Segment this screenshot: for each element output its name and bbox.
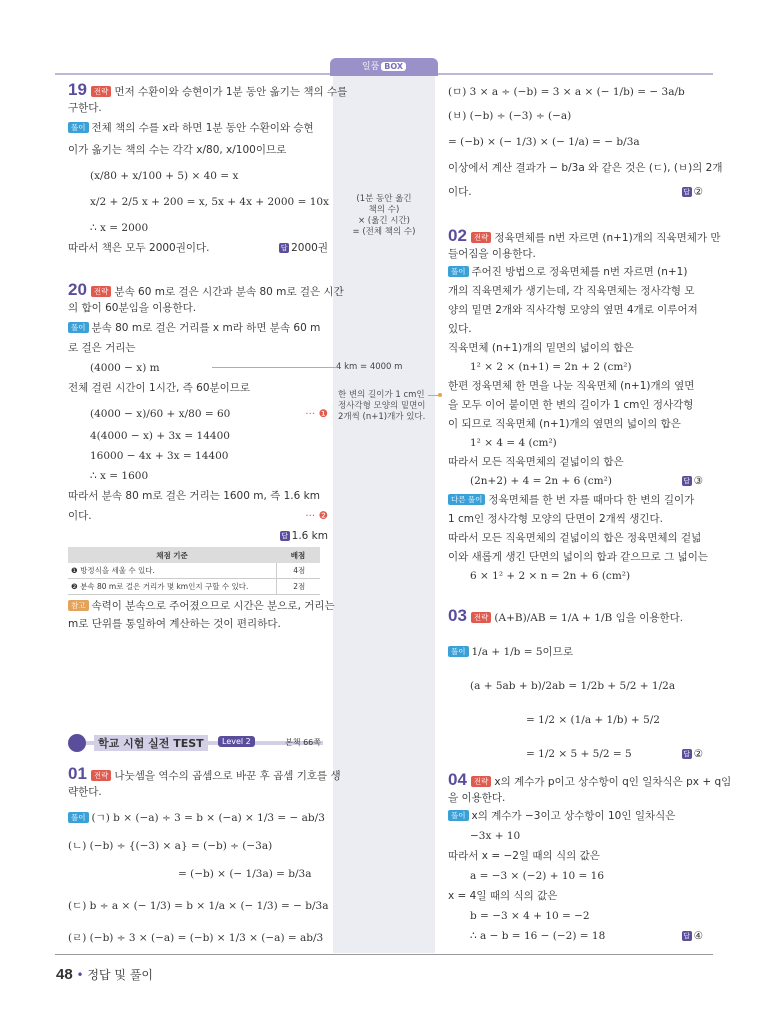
strategy-tag: 전략 xyxy=(91,770,112,781)
strategy-tag: 전략 xyxy=(91,286,112,297)
q01-eq: (ㄱ) b × (−a) ÷ 3 = b × (−a) × 1/3 = − ab/3 xyxy=(91,812,325,824)
q01-title-cont: 략한다. xyxy=(68,786,102,798)
section-circle-icon xyxy=(68,734,86,752)
q02-line: 주어진 방법으로 정육면체를 n번 자르면 (n+1) xyxy=(471,266,688,278)
solution-tag: 풀이 xyxy=(68,322,89,333)
q19-line: 이가 옮기는 책의 수는 각각 x/80, x/100이므로 xyxy=(68,144,287,156)
note-line: 2개씩 (n+1)개가 있다. xyxy=(338,412,426,422)
side-note-1 xyxy=(336,194,432,238)
answer xyxy=(68,528,328,544)
q02-line: 양의 밑면 2개와 직사각형 모양의 옆면 4개로 이루어져 xyxy=(448,304,698,316)
q04-eq: ∴ a − b = 16 − (−2) = 18 xyxy=(470,930,606,942)
answer-value: ③ xyxy=(693,475,703,487)
alt-solution-tag: 다른 풀이 xyxy=(448,494,485,505)
q04-eq: −3x + 10 xyxy=(470,830,521,842)
q19-title: 먼저 수환이와 승현이가 1분 동안 옮기는 책의 수를 xyxy=(114,86,348,98)
section-header xyxy=(68,732,323,754)
q20-title: 분속 60 m로 걸은 시간과 분속 80 m로 걸은 시간 xyxy=(114,286,344,298)
answer-icon: 답 xyxy=(280,244,288,252)
page-number: 48 xyxy=(56,966,73,983)
q02-line: 직육면체 (n+1)개의 밑면의 넓이의 합은 xyxy=(448,342,634,354)
strategy-tag: 전략 xyxy=(471,776,492,787)
page-footer xyxy=(56,966,153,983)
q20-line: 이다. xyxy=(68,510,92,522)
note-line: 정사각형 모양의 밑면이 xyxy=(338,401,426,411)
answer xyxy=(682,184,703,200)
note-line: × (옮긴 시간) xyxy=(357,216,410,226)
box-tab xyxy=(330,58,438,76)
strategy-tag: 전략 xyxy=(471,232,492,243)
q03-eq: = 1/2 × (1/a + 1/b) + 5/2 xyxy=(526,714,660,726)
footer-text: 정답 및 풀이 xyxy=(87,968,154,982)
section-title: 학교 시험 실전 TEST xyxy=(94,735,208,751)
question-number: 01 xyxy=(68,764,87,783)
solution-tag: 풀이 xyxy=(448,646,469,657)
q04-block xyxy=(448,770,732,944)
box-tab-badge: BOX xyxy=(381,62,406,71)
q01-line: 이다. xyxy=(448,186,472,198)
q01-block xyxy=(68,764,341,946)
score-table xyxy=(68,547,320,595)
answer-icon: 답 xyxy=(683,477,690,485)
q02-line: 개의 직육면체가 생기는데, 각 직육면체는 정사각형 모 xyxy=(448,285,695,297)
q02-eq: 1² × 4 = 4 (cm²) xyxy=(470,437,557,449)
q19-eq: ∴ x = 2000 xyxy=(90,222,149,234)
solution-tag: 풀이 xyxy=(448,810,469,821)
q02-alt-line: 정육면체를 한 번 자를 때마다 한 변의 길이가 xyxy=(488,494,695,506)
q02-line: 이 되므로 직육면체 (n+1)개의 옆면의 넓이의 합은 xyxy=(448,418,681,430)
q02-heading xyxy=(448,226,721,246)
q03-block xyxy=(448,608,703,762)
q02-title-cont: 들어짐을 이용한다. xyxy=(448,248,536,260)
note-line: (1분 동안 옮긴 xyxy=(356,194,412,204)
q01-eq: = (−b) × (− 1/3a) = b/3a xyxy=(178,868,312,880)
answer-value: ② xyxy=(693,186,703,198)
strategy-tag: 전략 xyxy=(471,612,492,623)
question-number: 20 xyxy=(68,280,87,299)
tip-line: 속력이 분속으로 주어졌으므로 시간은 분으로, 거리는 xyxy=(91,600,335,612)
marker-2: ··· ❷ xyxy=(305,510,328,522)
leader-line xyxy=(212,367,336,368)
table-row xyxy=(68,563,320,579)
q19-title-cont: 구한다. xyxy=(68,102,102,114)
side-note-2: 4 km = 4000 m xyxy=(336,362,403,372)
bottom-rule xyxy=(55,954,713,955)
q02-alt-line: 따라서 모든 직육면체의 겉넓이의 합은 정육면체의 겉넓 xyxy=(448,532,702,544)
strategy-tag: 전략 xyxy=(91,86,112,97)
side-note-3 xyxy=(338,390,434,423)
q20-title-cont: 의 합이 60분임을 이용한다. xyxy=(68,302,197,314)
q20-eq: 16000 − 4x + 3x = 14400 xyxy=(90,450,229,462)
answer xyxy=(682,928,703,944)
q02-eq: 6 × 1² + 2 × n = 2n + 6 (cm²) xyxy=(470,570,631,582)
q03-eq: = 1/2 × 5 + 5/2 = 5 xyxy=(526,748,632,760)
q20-eq: ∴ x = 1600 xyxy=(90,470,149,482)
left-column xyxy=(68,80,348,256)
q20-eq: 4(4000 − x) + 3x = 14400 xyxy=(90,430,230,442)
q04-line: 따라서 x = −2일 때의 식의 값은 xyxy=(448,850,600,862)
question-number: 19 xyxy=(68,80,87,99)
q01-heading xyxy=(68,764,341,784)
tip-block xyxy=(68,598,335,632)
question-number: 04 xyxy=(448,770,467,789)
table-cell: 2점 xyxy=(276,579,320,595)
q02-title: 정육면체를 n번 자르면 (n+1)개의 직육면체가 만 xyxy=(494,232,721,244)
q02-block xyxy=(448,226,721,584)
note-line: 한 변의 길이가 1 cm인 xyxy=(338,390,425,400)
answer-value: 2000권 xyxy=(291,242,328,254)
q20-block xyxy=(68,280,344,544)
q02-line: 있다. xyxy=(448,323,472,335)
q04-title: x의 계수가 p이고 상수항이 q인 일차식은 px + q임 xyxy=(494,776,732,788)
leader-dot xyxy=(438,393,442,397)
note-line: 책의 수) xyxy=(368,205,400,215)
answer-value: 1.6 km xyxy=(291,530,328,542)
q01-eq: (ㄹ) (−b) ÷ 3 × (−a) = (−b) × 1/3 × (−a) = ab/3 xyxy=(68,932,324,944)
q19-eq: (x/80 + x/100 + 5) × 40 = x xyxy=(90,170,239,182)
q19-conclusion: 따라서 책은 모두 2000권이다. xyxy=(68,242,210,254)
right-column xyxy=(448,84,723,200)
question-number: 02 xyxy=(448,226,467,245)
q04-title-cont: 을 이용한다. xyxy=(448,792,506,804)
answer xyxy=(682,473,703,489)
q02-eq: (2n+2) + 4 = 2n + 6 (cm²) xyxy=(470,475,612,487)
solution-tag: 풀이 xyxy=(448,266,469,277)
level-badge: Level 2 xyxy=(218,736,255,747)
table-header: 채점 기준 xyxy=(68,547,276,563)
tip-line: m로 단위를 통일하여 계산하는 것이 편리하다. xyxy=(68,618,281,630)
footer-dot: • xyxy=(76,968,84,982)
q04-line: x = 4일 때의 식의 값은 xyxy=(448,890,558,902)
q01-title: 나눗셈을 역수의 곱셈으로 바꾼 후 곱셈 기호를 생 xyxy=(114,770,341,782)
q04-eq: b = −3 × 4 + 10 = −2 xyxy=(470,910,590,922)
note-line: = (전체 책의 수) xyxy=(352,227,416,237)
answer-value: ② xyxy=(693,748,703,760)
answer-icon: 답 xyxy=(683,188,690,196)
q19-heading xyxy=(68,80,348,100)
answer-icon: 답 xyxy=(683,932,690,940)
q01-eq: (ㅁ) 3 × a ÷ (−b) = 3 × a × (− 1/b) = − 3a/b xyxy=(448,86,685,98)
q02-line: 을 모두 이어 붙이면 한 변의 길이가 1 cm인 정사각형 xyxy=(448,399,694,411)
q01-eq: = (−b) × (− 1/3) × (− 1/a) = − b/3a xyxy=(448,136,640,148)
q02-alt-line: 1 cm인 정사각형 모양의 단면이 2개씩 생긴다. xyxy=(448,513,664,525)
q01-eq: (ㅂ) (−b) ÷ (−3) ÷ (−a) xyxy=(448,110,572,122)
q03-eq: 1/a + 1/b = 5이므로 xyxy=(471,646,573,658)
answer xyxy=(279,240,328,256)
table-cell: ❷ 분속 80 m로 걸은 거리가 몇 km인지 구할 수 있다. xyxy=(68,579,276,595)
answer-icon: 답 xyxy=(281,532,289,540)
q20-heading xyxy=(68,280,344,300)
table-header: 배점 xyxy=(276,547,320,563)
q20-line: 전체 걸린 시간이 1시간, 즉 60분이므로 xyxy=(68,382,251,394)
q03-title: (A+B)/AB = 1/A + 1/B 임을 이용한다. xyxy=(494,612,684,624)
q04-eq: a = −3 × (−2) + 10 = 16 xyxy=(470,870,605,882)
table-cell: 4점 xyxy=(276,563,320,579)
q20-eq: (4000 − x)/60 + x/80 = 60 xyxy=(90,408,231,420)
q20-line: 따라서 분속 80 m로 걸은 거리는 1600 m, 즉 1.6 km xyxy=(68,490,320,502)
answer xyxy=(682,746,703,762)
q02-line: 한편 정육면체 한 면을 나눈 직육면체 (n+1)개의 옆면 xyxy=(448,380,695,392)
answer-value: ④ xyxy=(693,930,703,942)
answer-icon: 답 xyxy=(683,750,690,758)
q04-line: x의 계수가 −3이고 상수항이 10인 일차식은 xyxy=(471,810,676,822)
q20-line: 로 걸은 거리는 xyxy=(68,342,136,354)
q03-eq: (a + 5ab + b)/2ab = 1/2b + 5/2 + 1/2a xyxy=(470,680,676,692)
marker-1: ··· ❶ xyxy=(305,408,328,420)
q03-heading xyxy=(448,608,703,626)
q02-line: 따라서 모든 직육면체의 겉넓이의 합은 xyxy=(448,456,624,468)
question-number: 03 xyxy=(448,606,467,625)
tip-tag: 참고 xyxy=(68,600,89,611)
box-tab-label: 일품 xyxy=(361,62,380,72)
q01-eq: (ㄷ) b ÷ a × (− 1/3) = b × 1/a × (− 1/3) = − b/3a xyxy=(68,900,329,912)
q02-eq: 1² × 2 × (n+1) = 2n + 2 (cm²) xyxy=(470,361,632,373)
table-row xyxy=(68,579,320,595)
solution-tag: 풀이 xyxy=(68,812,89,823)
q04-heading xyxy=(448,770,732,790)
q19-line: 전체 책의 수를 x라 하면 1분 동안 수환이와 승현 xyxy=(91,122,314,134)
solution-tag: 풀이 xyxy=(68,122,89,133)
table-cell: ❶ 방정식을 세울 수 있다. xyxy=(68,563,276,579)
q01-eq: (ㄴ) (−b) ÷ {(−3) × a} = (−b) ÷ (−3a) xyxy=(68,840,273,852)
section-ref: 본책 66쪽 xyxy=(285,738,321,747)
q20-line: 분속 80 m로 걸은 거리를 x m라 하면 분속 60 m xyxy=(91,322,321,334)
q20-eq: (4000 − x) m xyxy=(90,362,160,374)
q19-eq: x/2 + 2/5 x + 200 = x, 5x + 4x + 2000 = 10x xyxy=(90,196,329,208)
q01-line: 이상에서 계산 결과가 − b/3a 와 같은 것은 (ㄷ), (ㅂ)의 2개 xyxy=(448,162,723,174)
q02-alt-line: 이와 새롭게 생긴 단면의 넓이의 합과 같으므로 그 넓이는 xyxy=(448,551,708,563)
